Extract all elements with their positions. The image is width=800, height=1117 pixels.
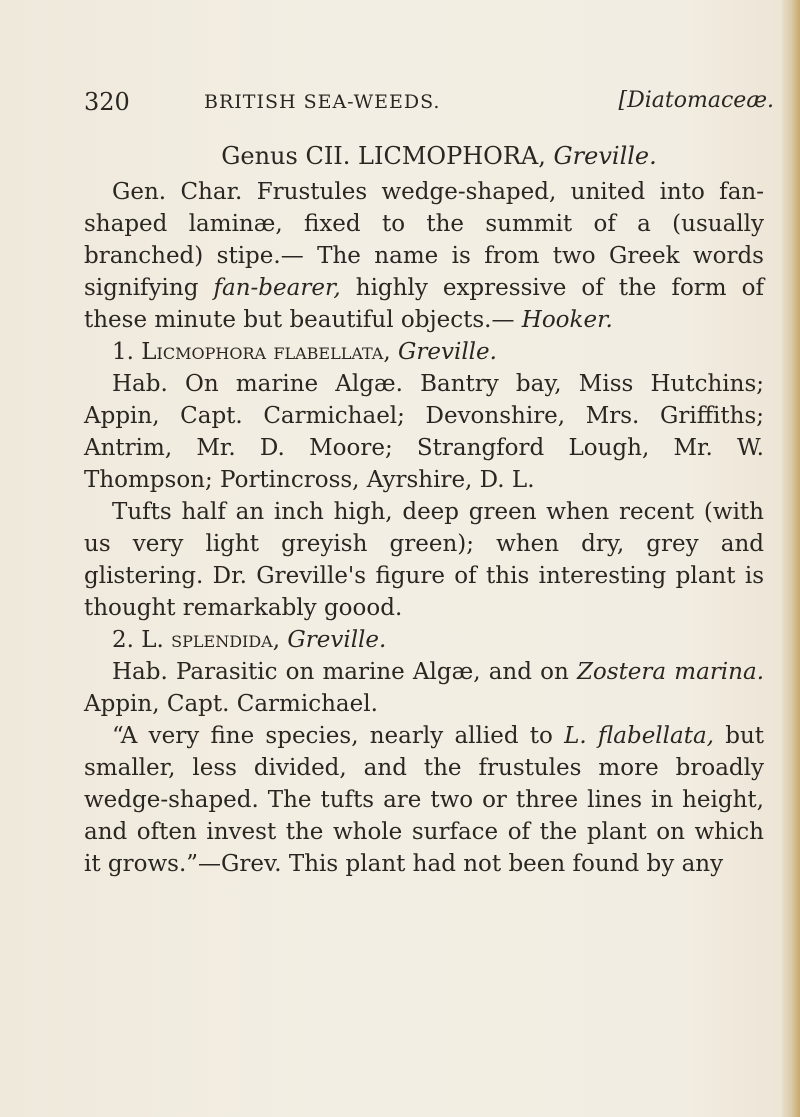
species-1-description: Tufts half an inch high, deep green when recent (with us very light greyish green); when dry, grey and glistering. Dr. Greville's figure of this interesting plant is thought remarkably goood. [84,499,764,621]
species-2-number: 2. [112,627,134,653]
generic-character [84,176,764,336]
species-2-quote [84,720,764,880]
species-1-habitat: Hab. On marine Algæ. Bantry bay, Miss Hutchins; Appin, Capt. Carmichael; Devonshire, Mrs. Griffiths; Antrim, Mr. D. Moore; Strangford Lough, Mr. W. Thompson; Portincross, Ayrshire, D. L. [84,371,764,493]
species-1-heading [84,336,764,368]
species-1-name: Licmophora flabellata, [141,339,391,365]
gen-char-text-a: Gen. Char. Frustules wedge-shaped, united into fan-shaped laminæ, fixed to the summit of a (usually branched) stipe.— The name is from two Greek words signifying [84,179,764,301]
gen-char-hooker: Hooker. [521,307,613,333]
species-2-authority: Greville. [287,627,387,653]
species-2-heading [84,624,764,656]
species-2-quote-b: but smaller, less divided, and the frustules more broadly wedge-shaped. The tufts are two or three lines in height, and often invest the whole surface of the plant on which it grows.”—Grev. This plant had not been found by any [84,723,765,877]
species-2-quote-a: “A very fine species, nearly allied to [112,723,553,749]
genus-name: Genus CII. LICMOPHORA, [221,142,546,170]
gen-char-text-b: highly expressive of the form of these minute but beautiful objects.— [84,275,764,333]
species-2-zostera: Zostera marina. [576,659,765,685]
genus-authority: Greville. [553,142,657,170]
running-title: BRITISH SEA-WEEDS. [204,91,441,113]
species-2-hab-b: Appin, Capt. Carmichael. [84,691,378,717]
gen-char-fan-bearer: fan-bearer, [213,275,341,301]
species-1-authority: Greville. [397,339,497,365]
species-2-flabellata: L. flabellata, [564,723,714,749]
section-name: Diatomaceæ. [627,88,774,113]
page-number: 320 [84,88,130,116]
genus-heading [84,140,764,172]
species-2-name: L. splendida, [141,627,281,653]
species-1-number: 1. [112,339,134,365]
running-header [84,88,774,118]
section-bracket: [ [618,88,628,113]
species-2-habitat [84,656,764,720]
page-edge [782,0,800,1117]
section-title [619,88,774,113]
body-text [84,140,764,880]
species-2-hab-a: Hab. Parasitic on marine Algæ, and on [112,659,569,685]
